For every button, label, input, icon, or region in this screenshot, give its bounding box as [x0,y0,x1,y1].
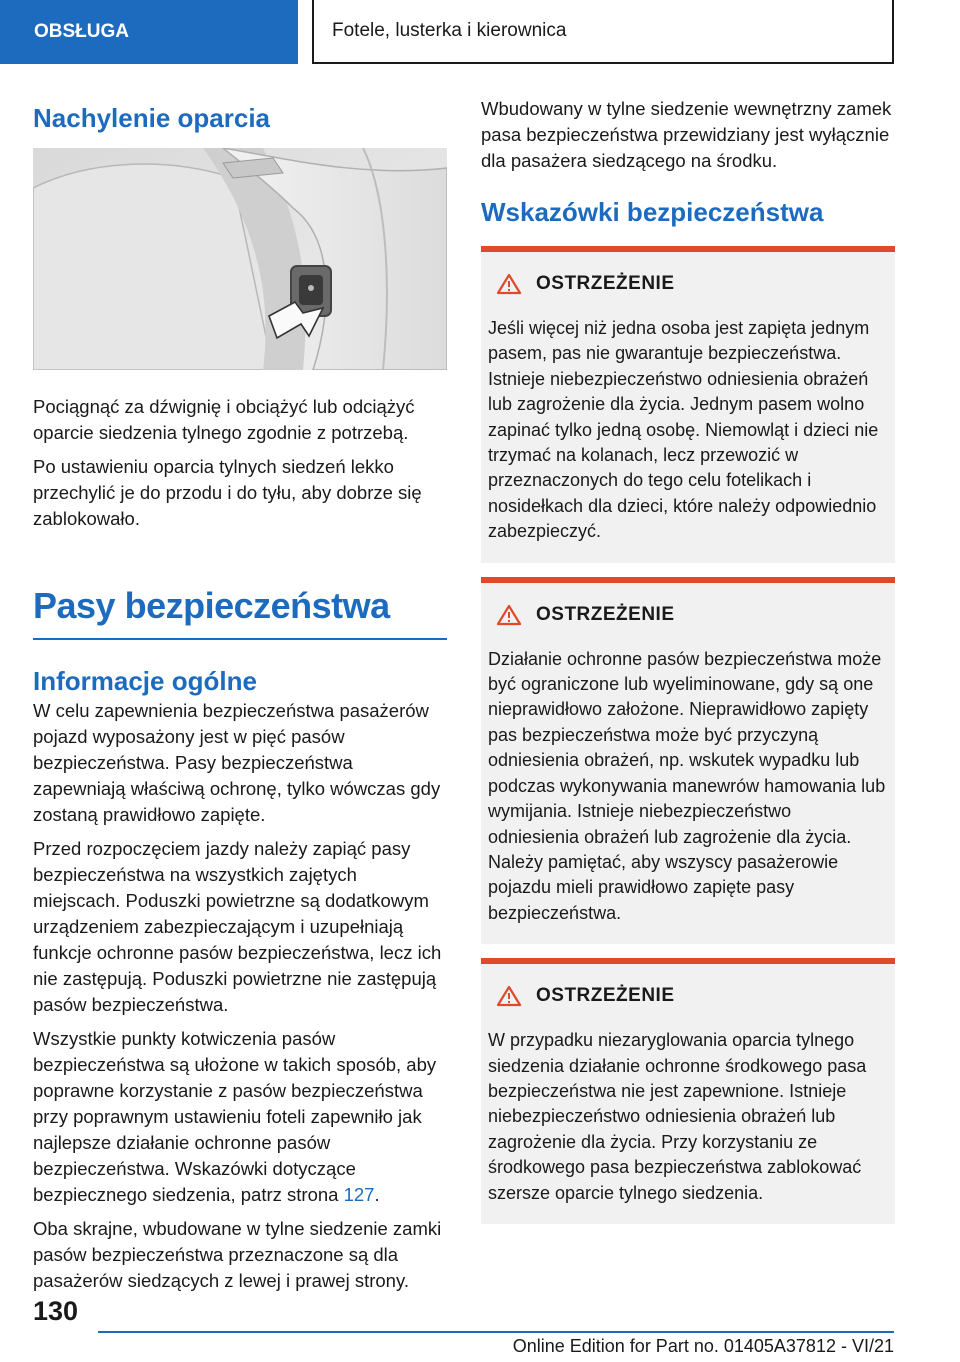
warning-triangle-icon [496,604,522,626]
page-number: 130 [33,1296,79,1326]
footer-rule [98,1331,894,1333]
general-paragraph-4: Oba skrajne, wbudowane w tylne siedzenie zamki pasów bezpieczeństwa przeznaczone są dla pasażerów siedzących z lewej i prawej strony. [33,1218,442,1291]
warning-triangle-icon [496,273,522,295]
heading-general-info: Informacje ogólne [33,666,257,696]
backrest-figure [33,148,447,370]
general-paragraph-2: Przed rozpoczęciem jazdy należy zapiąć pasy bezpieczeństwa na wszystkich zajętych miejscach. Poduszki powietrzne są dodatkowym urządzeniem zabezpieczającym i uzupełniają funkcje ochronne pasów bezpieczeństwa, lecz ich nie zastępują. Poduszki powietrzne nie zastępują pasów bezpieczeństwa. [33,838,442,1015]
backrest-paragraph-2: Po ustawieniu oparcia tylnych siedzeń lekko przechylić je do przodu i do tyłu, aby dobrze się zablokowało. [33,456,422,529]
general-paragraph-3: Wszystkie punkty kotwiczenia pasów bezpieczeństwa są ułożone w takich sposób, aby poprawne korzystanie z pasów bezpieczeństwa przy poprawnym ustawieniu foteli zapewniło jak najlepsze działanie ochronne pasów bezpieczeństwa. Wskazówki dotyczące bezpiecznego siedzenia, patrz strona 127. [33,1028,437,1205]
edition-footer: Online Edition for Part no. 01405A37812 - VI/21 [512,1336,894,1356]
warning-triangle-icon [496,985,522,1007]
warning-text: Jeśli więcej niż jedna osoba jest zapięta jednym pasem, pas nie gwarantuje bezpieczeństwa. Istnieje niebezpieczeństwo odniesienia obrażeń lub zagrożenie dla życia. Jednym pasem wolno zapinać tylko jedną osobę. Niemowląt i dzieci nie trzymać na kolanach, lecz przewozić w przeznaczonych do tego celu fotelikach i nosidełkach dla dzieci, które należy odpowiednio zabezpieczyć. [488,318,879,542]
backrest-paragraph-1: Pociągnąć za dźwignię i obciążyć lub odciążyć oparcie siedzenia tylnego zgodnie z potrzebą. [33,396,415,443]
page-127-link[interactable]: 127 [343,1184,375,1205]
warning-text: Działanie ochronne pasów bezpieczeństwa może być ograniczone lub wyeliminowane, gdy są one nieprawidłowo założone. Nieprawidłowo zapięty pas bezpieczeństwa może być przyczyną odniesienia obrażeń, np. wskutek wypadku lub podczas wykonywania manewrów hamowania lub wymijania. Istnieje niebezpieczeństwo odniesienia obrażeń lub zagrożenie dla życia. Należy pamiętać, aby wszyscy pasażerowie pojazdu mieli prawidłowo zapięte pasy bezpieczeństwa. [488,648,886,923]
warning-title: OSTRZEŻENIE [536,273,675,294]
warning-text: W przypadku niezaryglowania oparcia tylnego siedzenia działanie ochronne środkowego pasa bezpieczeństwa nie jest zapewnione. Istnieje niebezpieczeństwo odniesienia obrażeń lub zagrożenie dla życia. Przy korzystaniu ze środkowego pasa bezpieczeństwa zablokować szersze oparcie tylnego siedzenia. [488,1030,867,1203]
right-column [481,96,895,1224]
warning-box-1 [481,246,895,563]
heading-backrest: Nachylenie oparcia [33,103,270,133]
heading-safety-notes: Wskazówki bezpieczeństwa [481,197,824,227]
warning-title: OSTRZEŻENIE [536,603,675,625]
left-column [33,96,447,1302]
chapter-title: Fotele, lusterka i kierownica [312,0,894,64]
center-belt-paragraph: Wbudowany w tylne siedzenie wewnętrzny zamek pasa bezpieczeństwa przewidziany jest wyłącznie dla pasażera siedzącego na środku. [481,98,892,171]
warning-title: OSTRZEŻENIE [536,985,675,1007]
heading-seat-belts: Pasy bezpieczeństwa [33,585,390,626]
warning-box-3 [481,958,895,1224]
backrest-illustration [33,148,447,370]
general-paragraph-1: W celu zapewnienia bezpieczeństwa pasażerów pojazd wyposażony jest w pięć pasów bezpieczeństwa. Pasy bezpieczeństwa zapewniają właściwą ochronę, tylko wówczas gdy zostaną prawidłowo zapięte. [33,700,441,825]
warning-box-2 [481,577,895,944]
heading-rule [33,638,447,640]
section-tab: OBSŁUGA [0,0,298,64]
